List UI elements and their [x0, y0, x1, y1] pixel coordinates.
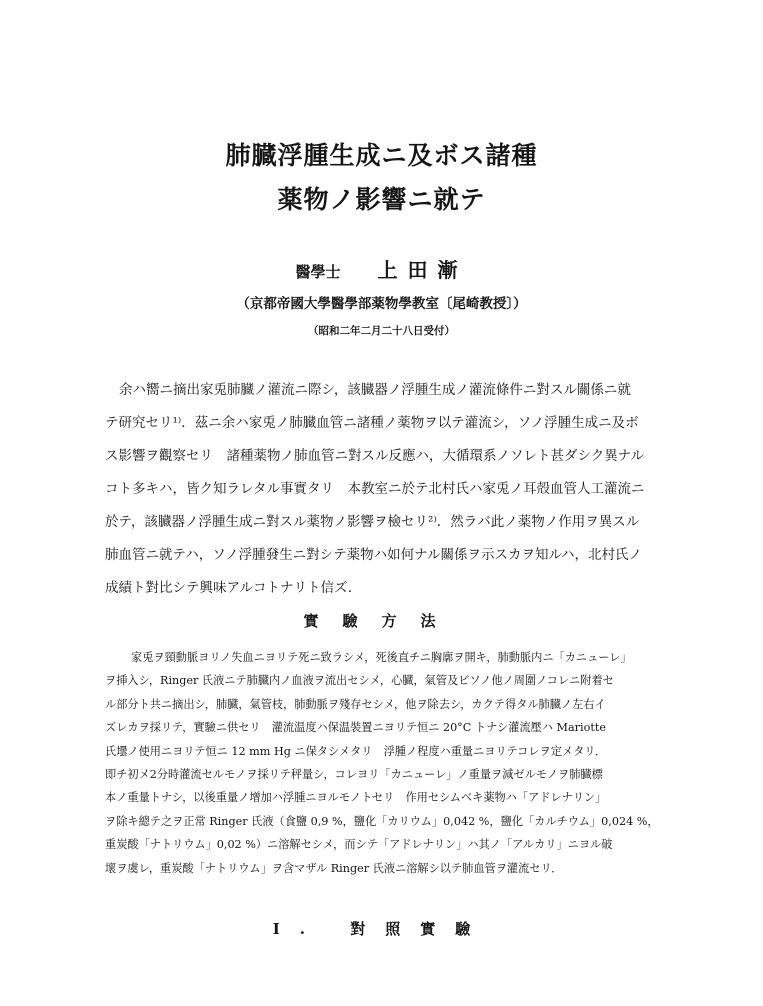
section-heading-control-experiment: I. 對照實驗	[272, 920, 491, 938]
article-title-line-2: 薬物ノ影響ニ就テ	[277, 185, 486, 214]
section-heading-methods: 實驗方法	[303, 612, 460, 630]
author-degree: 醫學士	[295, 263, 341, 281]
methods-line: ズレカヲ採リテ，實驗ニ供セリ 灌流温度ハ保温裝置ニヨリテ恒ニ 20°C トナシ灌流壓ハ Mariotte	[105, 721, 606, 735]
methods-line: 本ノ重量トナシ，以後重量ノ增加ハ浮腫ニヨルモノトセリ 作用セシムベキ薬物ハ「アドレナリン」	[105, 791, 607, 805]
methods-line: 壞ヲ虞レ，重炭酸「ナトリウム」ヲ含マザル Ringer 氏液ニ溶解シ以テ肺血管ヲ灌流セリ．	[105, 861, 563, 875]
methods-line: 氏壜ノ使用ニヨリテ恒ニ 12 mm Hg ニ保タシメタリ 浮腫ノ程度ハ重量ニヨリテコレヲ定メタリ．	[105, 744, 607, 758]
intro-line: 成績ト對比シテ興味アルコトナリト信ズ．	[105, 580, 362, 596]
methods-line: 重炭酸「ナトリウム」0,02 %）ニ溶解セシメ，而シテ「アドレナリン」ハ其ノ「アルカリ」ニヨル破	[105, 838, 613, 852]
intro-line: 肺血管ニ就テハ，ソノ浮腫發生ニ對シテ薬物ハ如何ナル關係ヲ示スカヲ知ルハ，北村氏ノ	[105, 547, 643, 563]
intro-line: ス影響ヲ觀察セリ 諸種薬物ノ肺血管ニ對スル反應ハ，大循環系ノソレト甚ダシク異ナル	[105, 448, 645, 464]
intro-line: コト多キハ，皆ク知ラレタル事實タリ 本教室ニ於テ北村氏ハ家兎ノ耳殻血管人工灌流ニ	[105, 481, 645, 497]
methods-line: ヲ除キ總テ之ヲ正常 Ringer 氏液（食鹽 0,9 %，鹽化「カリウム」0,042 %，鹽化「カルチウム」0,024 %，	[105, 814, 659, 828]
article-title-line-1: 肺臓浮腫生成ニ及ボス諸種	[225, 141, 538, 170]
methods-line: ヲ挿入シ，Ringer 氏液ニテ肺臓内ノ血液ヲ流出セシメ，心臓，氣管及ビソノ他ノ周圍ノコレニ附着セ	[105, 674, 614, 688]
received-date: （昭和二年二月二十八日受付）	[308, 325, 455, 337]
methods-line: ル部分ト共ニ摘出シ，肺臓，氣管枝，肺動脈ヲ殘存セシメ，他ヲ除去シ，カクテ得タル肺臓ノ左右イ	[105, 697, 606, 711]
author-line	[0, 254, 763, 283]
methods-line: 即チ初メ2分時灌流セルモノヲ採リテ秤量シ，コレヨリ「カニューレ」ノ重量ヲ減ゼルモノヲ肺臓標	[105, 767, 603, 781]
intro-line: 於テ，該臓器ノ浮腫生成ニ對スル薬物ノ影響ヲ檢セリ²⁾．然ラバ此ノ薬物ノ作用ヲ異スル	[105, 514, 640, 530]
intro-paragraph	[105, 380, 665, 611]
methods-line: 家兎ヲ頸動脈ヨリノ失血ニヨリテ死ニ致ラシメ，死後直チニ胸廓ヲ開キ，肺動脈内ニ「カニューレ」	[131, 651, 632, 664]
methods-paragraph	[105, 650, 665, 884]
intro-line: テ研究セリ¹⁾．茲ニ余ハ家兎ノ肺臓血管ニ諸種ノ薬物ヲ以テ灌流シ，ソノ浮腫生成ニ及ボ	[105, 415, 639, 431]
author-affiliation: （京都帝國大學醫學部薬物學教室〔尾崎教授〕）	[236, 296, 527, 312]
intro-line: 余ハ嚮ニ摘出家兎肺臓ノ灌流ニ際シ，該臓器ノ浮腫生成ノ灌流條件ニ對スル關係ニ就	[119, 382, 631, 398]
author-name: 上田漸	[377, 258, 468, 282]
